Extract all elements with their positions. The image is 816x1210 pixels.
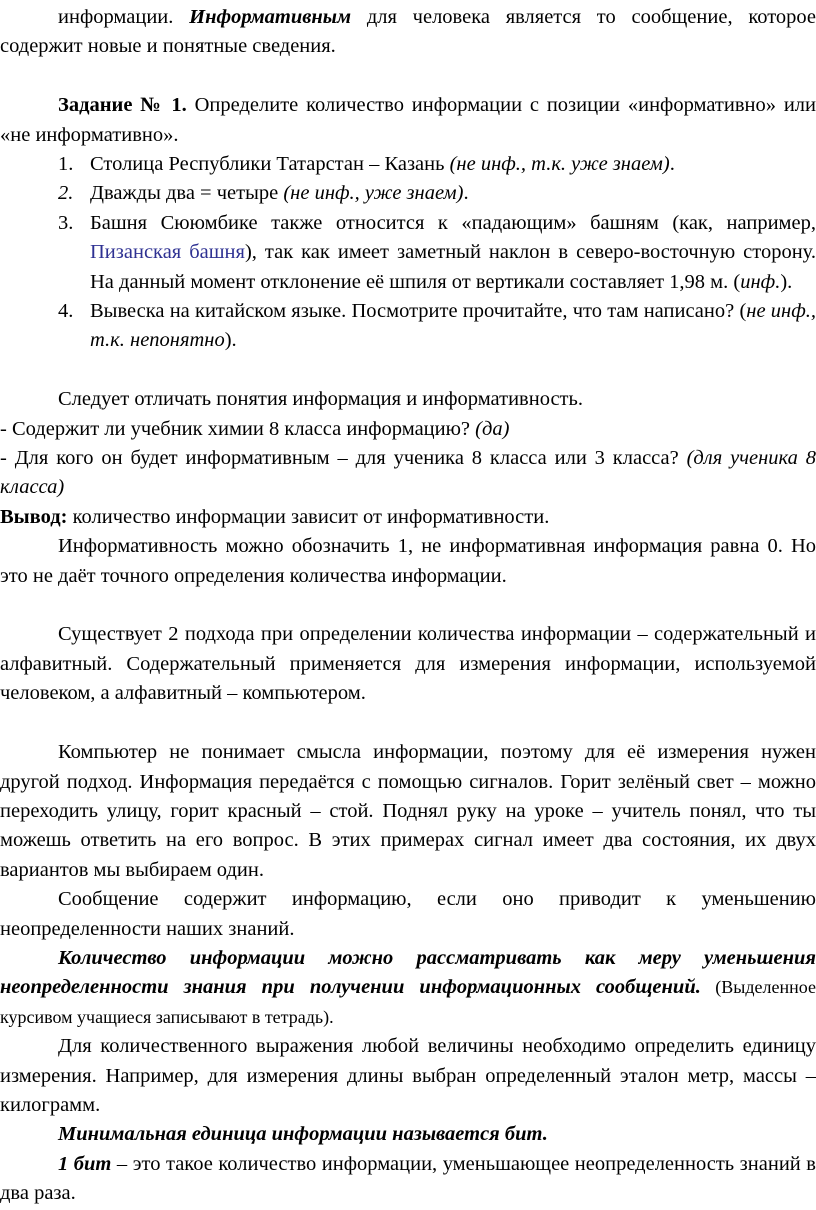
list-item-marker: 1. bbox=[58, 153, 74, 176]
paragraph-distinguish: Следует отличать понятия информация и информативность. bbox=[58, 388, 583, 411]
list-item-text: Вывеска на китайском языке. Посмотрите прочитайте, что там написано? ( bbox=[90, 300, 747, 323]
conclusion-text: количество информации зависит от информативности. bbox=[67, 505, 550, 528]
list-item bbox=[0, 209, 816, 297]
list-item-annotation: (не инф., уже знаем) bbox=[283, 182, 464, 205]
paragraph-definition-quantity bbox=[0, 944, 816, 1032]
paragraph-bit-heading: Минимальная единица информации называется бит. bbox=[58, 1123, 548, 1146]
paragraph-gap bbox=[0, 709, 816, 738]
paragraph-informativity: Информативность можно обозначить 1, не информативная информация равна 0. Но это не даёт точного определения количества информации. bbox=[0, 535, 816, 587]
paragraph-conclusion bbox=[0, 503, 816, 532]
intro-text-part2: для человека является то сообщение, которое содержит новые и понятные сведения. bbox=[0, 6, 816, 58]
list-item-text-after-link: ), так как имеет заметный наклон в северо-восточную сторону. На данный момент отклонение её шпиля от вертикали составляет 1,98 м. ( bbox=[90, 241, 816, 293]
list-item-text-before-link: Башня Сююмбике также относится к «падающим» башням (как, например, bbox=[90, 211, 816, 234]
paragraph-gap bbox=[0, 591, 816, 620]
paragraph-question-2 bbox=[0, 444, 816, 503]
hyperlink-pisa-tower[interactable]: Пизанская башня bbox=[90, 241, 245, 264]
list-item bbox=[0, 150, 816, 179]
paragraph-measurement-units: Для количественного выражения любой величины необходимо определить единицу измерения. Например, для измерения длины выбран определенный эталон метр, массы – килограмм. bbox=[0, 1035, 816, 1116]
paragraph-message-uncertainty: Сообщение содержит информацию, если оно приводит к уменьшению неопределенности наших знаний. bbox=[0, 888, 816, 940]
list-item-annotation: (не инф., т.к. уже знаем) bbox=[449, 153, 670, 176]
paragraph-task-heading bbox=[0, 91, 816, 150]
bit-term-label: 1 бит bbox=[58, 1152, 112, 1175]
paragraph-gap bbox=[0, 62, 816, 91]
list-item-annotation: не инф., т.к. непонятно bbox=[90, 300, 816, 352]
list-item-annotation: инф. bbox=[740, 270, 781, 293]
list-item-text: Столица Республики Татарстан – Казань bbox=[90, 153, 450, 176]
task-instruction-text: Определите количество информации с позиции «информативно» или «не информативно». bbox=[0, 94, 816, 146]
list-item-punctuation: . bbox=[669, 153, 675, 176]
conclusion-label: Вывод: bbox=[0, 505, 68, 528]
question-1-answer: (да) bbox=[475, 417, 510, 440]
list-item-marker: 3. bbox=[58, 211, 74, 234]
intro-text-part1: информации. bbox=[58, 6, 190, 28]
question-2-answer: (для ученика 8 класса) bbox=[0, 447, 816, 499]
list-item bbox=[0, 297, 816, 356]
list-item-punctuation: . bbox=[463, 182, 469, 205]
intro-term-informative: Информативным bbox=[189, 6, 352, 28]
list-item-marker: 2. bbox=[58, 182, 74, 205]
paragraph-question-1 bbox=[0, 415, 816, 444]
paragraph-computer-signals: Компьютер не понимает смысла информации, поэтому для её измерения нужен другой подход. Информация передаётся с помощью сигналов. Горит зелёный свет – можно переходить улицу, горит красный – стой. Поднял руку на уроке – учитель понял, что ты можешь ответить на его вопрос. В этих примерах сигнал имеет два состояния, их двух вариантов мы выбираем один. bbox=[0, 741, 816, 881]
bit-definition-text: – это такое количество информации, уменьшающее неопределенность знаний в два раза. bbox=[0, 1152, 816, 1205]
paragraph-bit-definition bbox=[0, 1150, 816, 1209]
paragraph-gap bbox=[0, 356, 816, 385]
definition-teacher-note: (Выделенное курсивом учащиеся записывают в тетрадь). bbox=[0, 977, 816, 1027]
list-item-punctuation: ). bbox=[780, 270, 793, 293]
list-item-punctuation: ). bbox=[224, 329, 237, 352]
definition-highlighted-text: Количество информации можно рассматривать как меру уменьшения неопределенности знания при получении информационных сообщений. bbox=[0, 946, 816, 999]
question-2-text: - Для кого он будет информативным – для ученика 8 класса или 3 класса? bbox=[0, 447, 687, 470]
paragraph-approaches: Существует 2 подхода при определении количества информации – содержательный и алфавитный. Содержательный применяется для измерения информации, используемой человеком, а алфавитный – компьютером. bbox=[0, 623, 816, 705]
question-1-text: - Содержит ли учебник химии 8 класса информацию? bbox=[0, 417, 476, 440]
task-items-list bbox=[0, 150, 816, 356]
list-item-marker: 4. bbox=[58, 300, 74, 323]
list-item-text: Дважды два = четыре bbox=[90, 182, 284, 205]
paragraph-intro bbox=[0, 3, 816, 62]
task-number-label: Задание № 1. bbox=[58, 94, 187, 117]
list-item bbox=[0, 179, 816, 208]
